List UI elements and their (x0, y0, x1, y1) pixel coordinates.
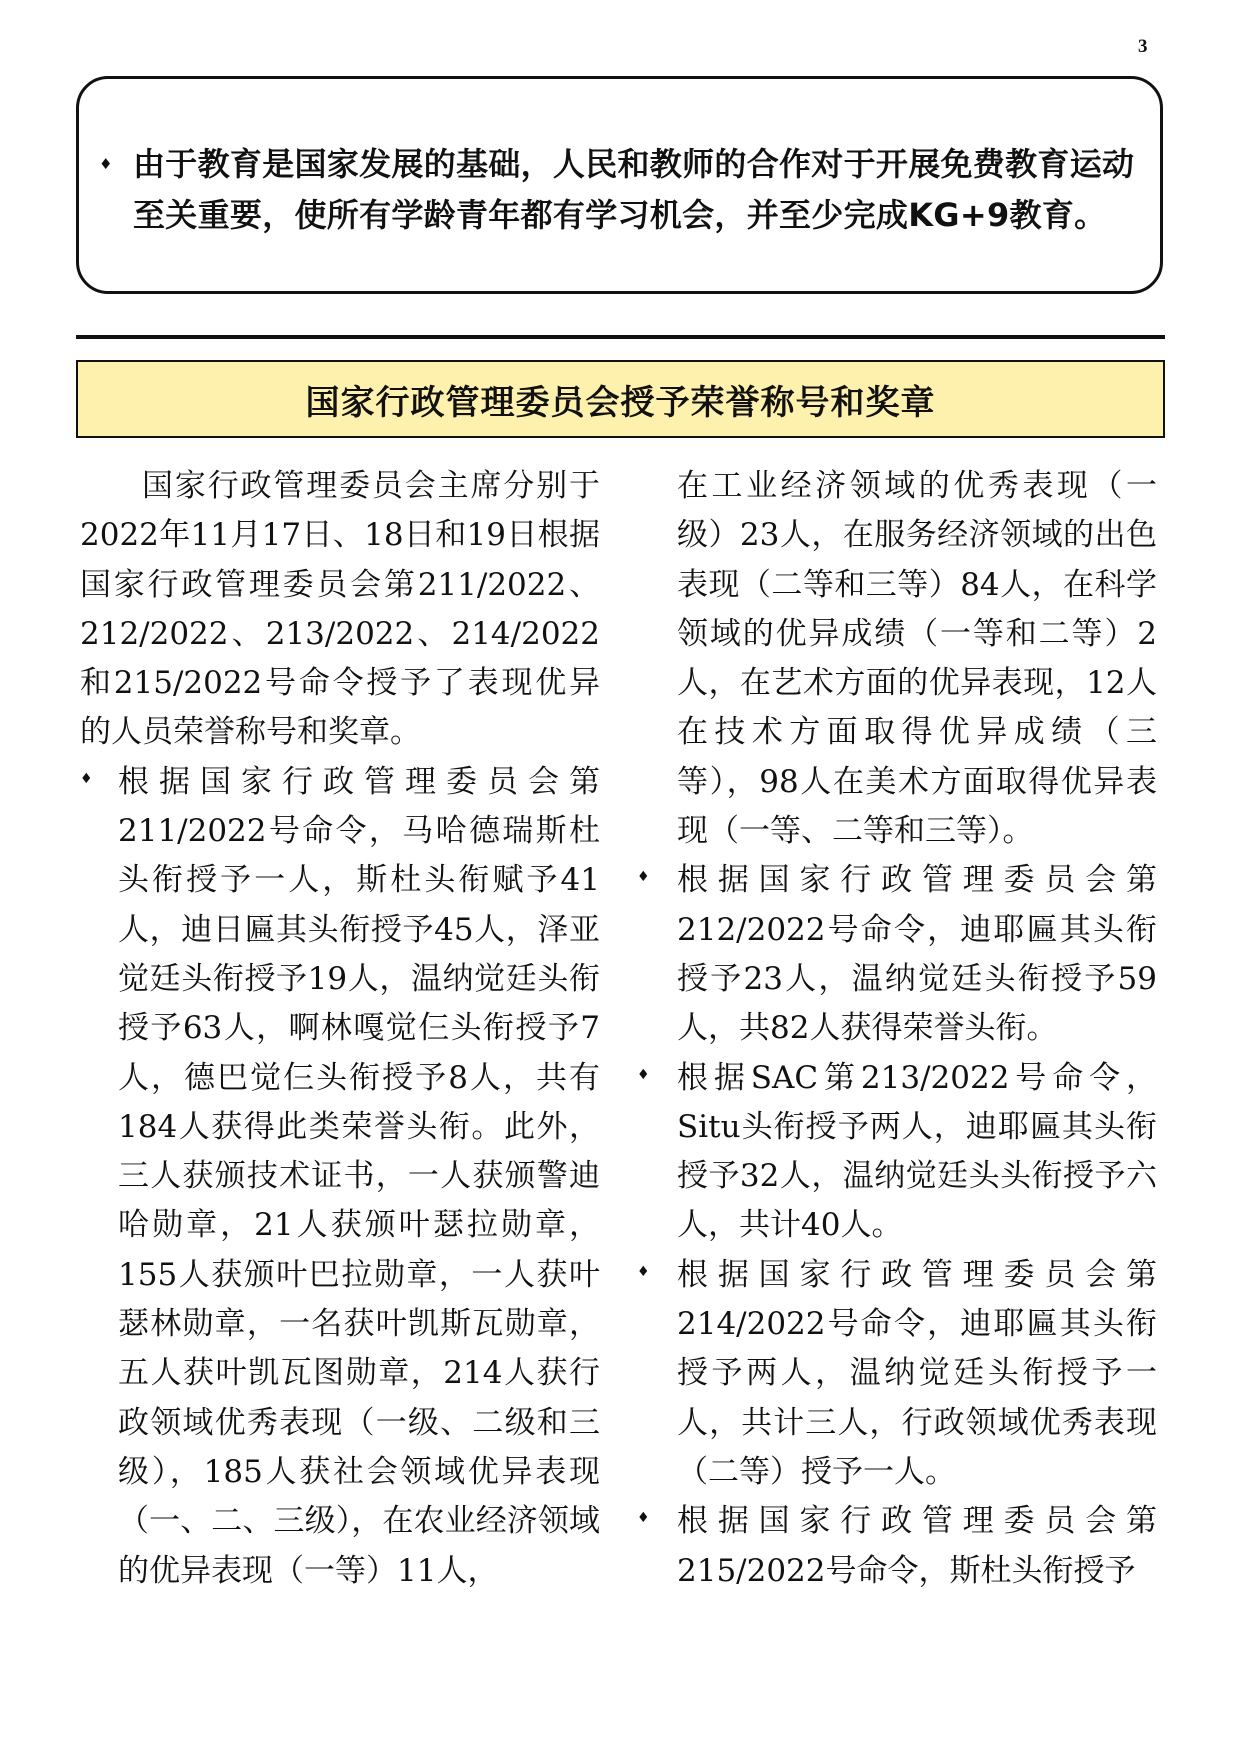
notice-box (76, 76, 1163, 294)
section-title: 国家行政管理委员会授予荣誉称号和奖章 (305, 382, 936, 423)
list-item-text: 根据国家行政管理委员会第211/2022号命令，马哈德瑞斯杜头衔授予一人，斯杜头衔赋予41人，迪日匾其头衔授予45人，泽亚觉廷头衔授予19人，温纳觉廷头衔授予63人，啊林嘎觉仨头衔授予7人，德巴觉仨头衔授予8人，共有184人获得此类荣誉头衔。此外，三人获颁技术证书，一人获颁警迪哈勋章，21人获颁叶瑟拉勋章，155人获颁叶巴拉勋章，一人获叶瑟林勋章，一名获叶凯斯瓦勋章，五人获叶凯瓦图勋章，214人获行政领域优秀表现（一级、二级和三级），185人获社会领域优异表现（一、二、三级），在农业经济领域的优异表现（一等）11人， (118, 763, 600, 1589)
diamond-bullet-icon: ♦ (637, 1066, 650, 1083)
list-item (637, 1054, 1157, 1251)
list-item-text: 根据国家行政管理委员会第214/2022号命令，迪耶匾其头衔授予两人，温纳觉廷头衔授予一人，共计三人，行政领域优秀表现（二等）授予一人。 (677, 1256, 1157, 1490)
page-number: 3 (1138, 36, 1148, 57)
continuation-paragraph: 在工业经济领域的优秀表现（一级）23人，在服务经济领域的出色表现（二等和三等）84人，在科学领域的优异成绩（一等和二等）2人，在艺术方面的优异表现，12人在技术方面取得优异成绩（三等），98人在美术方面取得优异表现（一等、二等和三等）。 (677, 468, 1157, 850)
list-item (637, 1497, 1157, 1596)
diamond-bullet-icon: ♦ (99, 155, 113, 173)
notice-text: 由于教育是国家发展的基础，人民和教师的合作对于开展免费教育运动至关重要，使所有学龄青年都有学习机会，并至少完成KG+9教育。 (133, 145, 1135, 234)
diamond-bullet-icon: ♦ (80, 770, 93, 787)
list-item-text: 根据国家行政管理委员会第212/2022号命令，迪耶匾其头衔授予23人，温纳觉廷头衔授予59人，共82人获得荣誉头衔。 (677, 862, 1157, 1047)
diamond-bullet-icon: ♦ (637, 1263, 650, 1280)
list-item-text: 根据SAC第213/2022号命令，Situ头衔授予两人，迪耶匾其头衔授予32人，温纳觉廷头头衔授予六人，共计40人。 (677, 1059, 1157, 1244)
right-column (637, 462, 1157, 1596)
left-column (80, 462, 600, 1596)
horizontal-rule (76, 335, 1165, 339)
list-item-text: 根据国家行政管理委员会第215/2022号命令，斯杜头衔授予 (677, 1503, 1157, 1589)
list-item (637, 1251, 1157, 1497)
list-item (637, 856, 1157, 1053)
diamond-bullet-icon: ♦ (637, 869, 650, 886)
intro-paragraph: 国家行政管理委员会主席分别于2022年11月17日、18日和19日根据国家行政管理委员会第211/2022、212/2022、213/2022、214/2022和215/2022号命令授予了表现优异的人员荣誉称号和奖章。 (80, 468, 600, 751)
list-item (80, 758, 600, 1596)
section-heading-box (76, 360, 1165, 438)
diamond-bullet-icon: ♦ (637, 1510, 650, 1527)
